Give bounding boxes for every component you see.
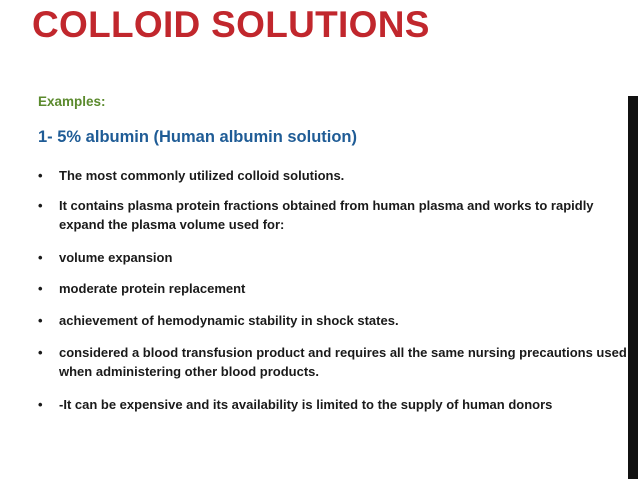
bullet-marker: •: [38, 345, 43, 360]
slide-title: COLLOID SOLUTIONS: [32, 4, 430, 45]
bullet-marker: •: [38, 397, 43, 412]
bullet-text: It contains plasma protein fractions obtained from human plasma and works to rapidly expand the plasma volume used for:: [59, 198, 594, 232]
bullet-marker: •: [38, 250, 43, 265]
albumin-subheading: 1- 5% albumin (Human albumin solution): [38, 128, 358, 146]
examples-label: Examples:: [38, 94, 106, 109]
bullet-marker: •: [38, 168, 43, 183]
bullet-marker: •: [38, 313, 43, 328]
bullet-text: volume expansion: [59, 250, 173, 265]
bullet-text: achievement of hemodynamic stability in shock states.: [59, 313, 399, 328]
bullet-text: -It can be expensive and its availability is limited to the supply of human donors: [59, 397, 553, 412]
bullet-marker: •: [38, 281, 43, 296]
accent-bar: [628, 96, 638, 479]
bullet-marker: •: [38, 198, 43, 213]
bullet-text: moderate protein replacement: [59, 281, 246, 296]
bullet-text: The most commonly utilized colloid solutions.: [59, 168, 345, 183]
bullet-text: considered a blood transfusion product and requires all the same nursing precautions used when administering other blood products.: [59, 345, 627, 379]
